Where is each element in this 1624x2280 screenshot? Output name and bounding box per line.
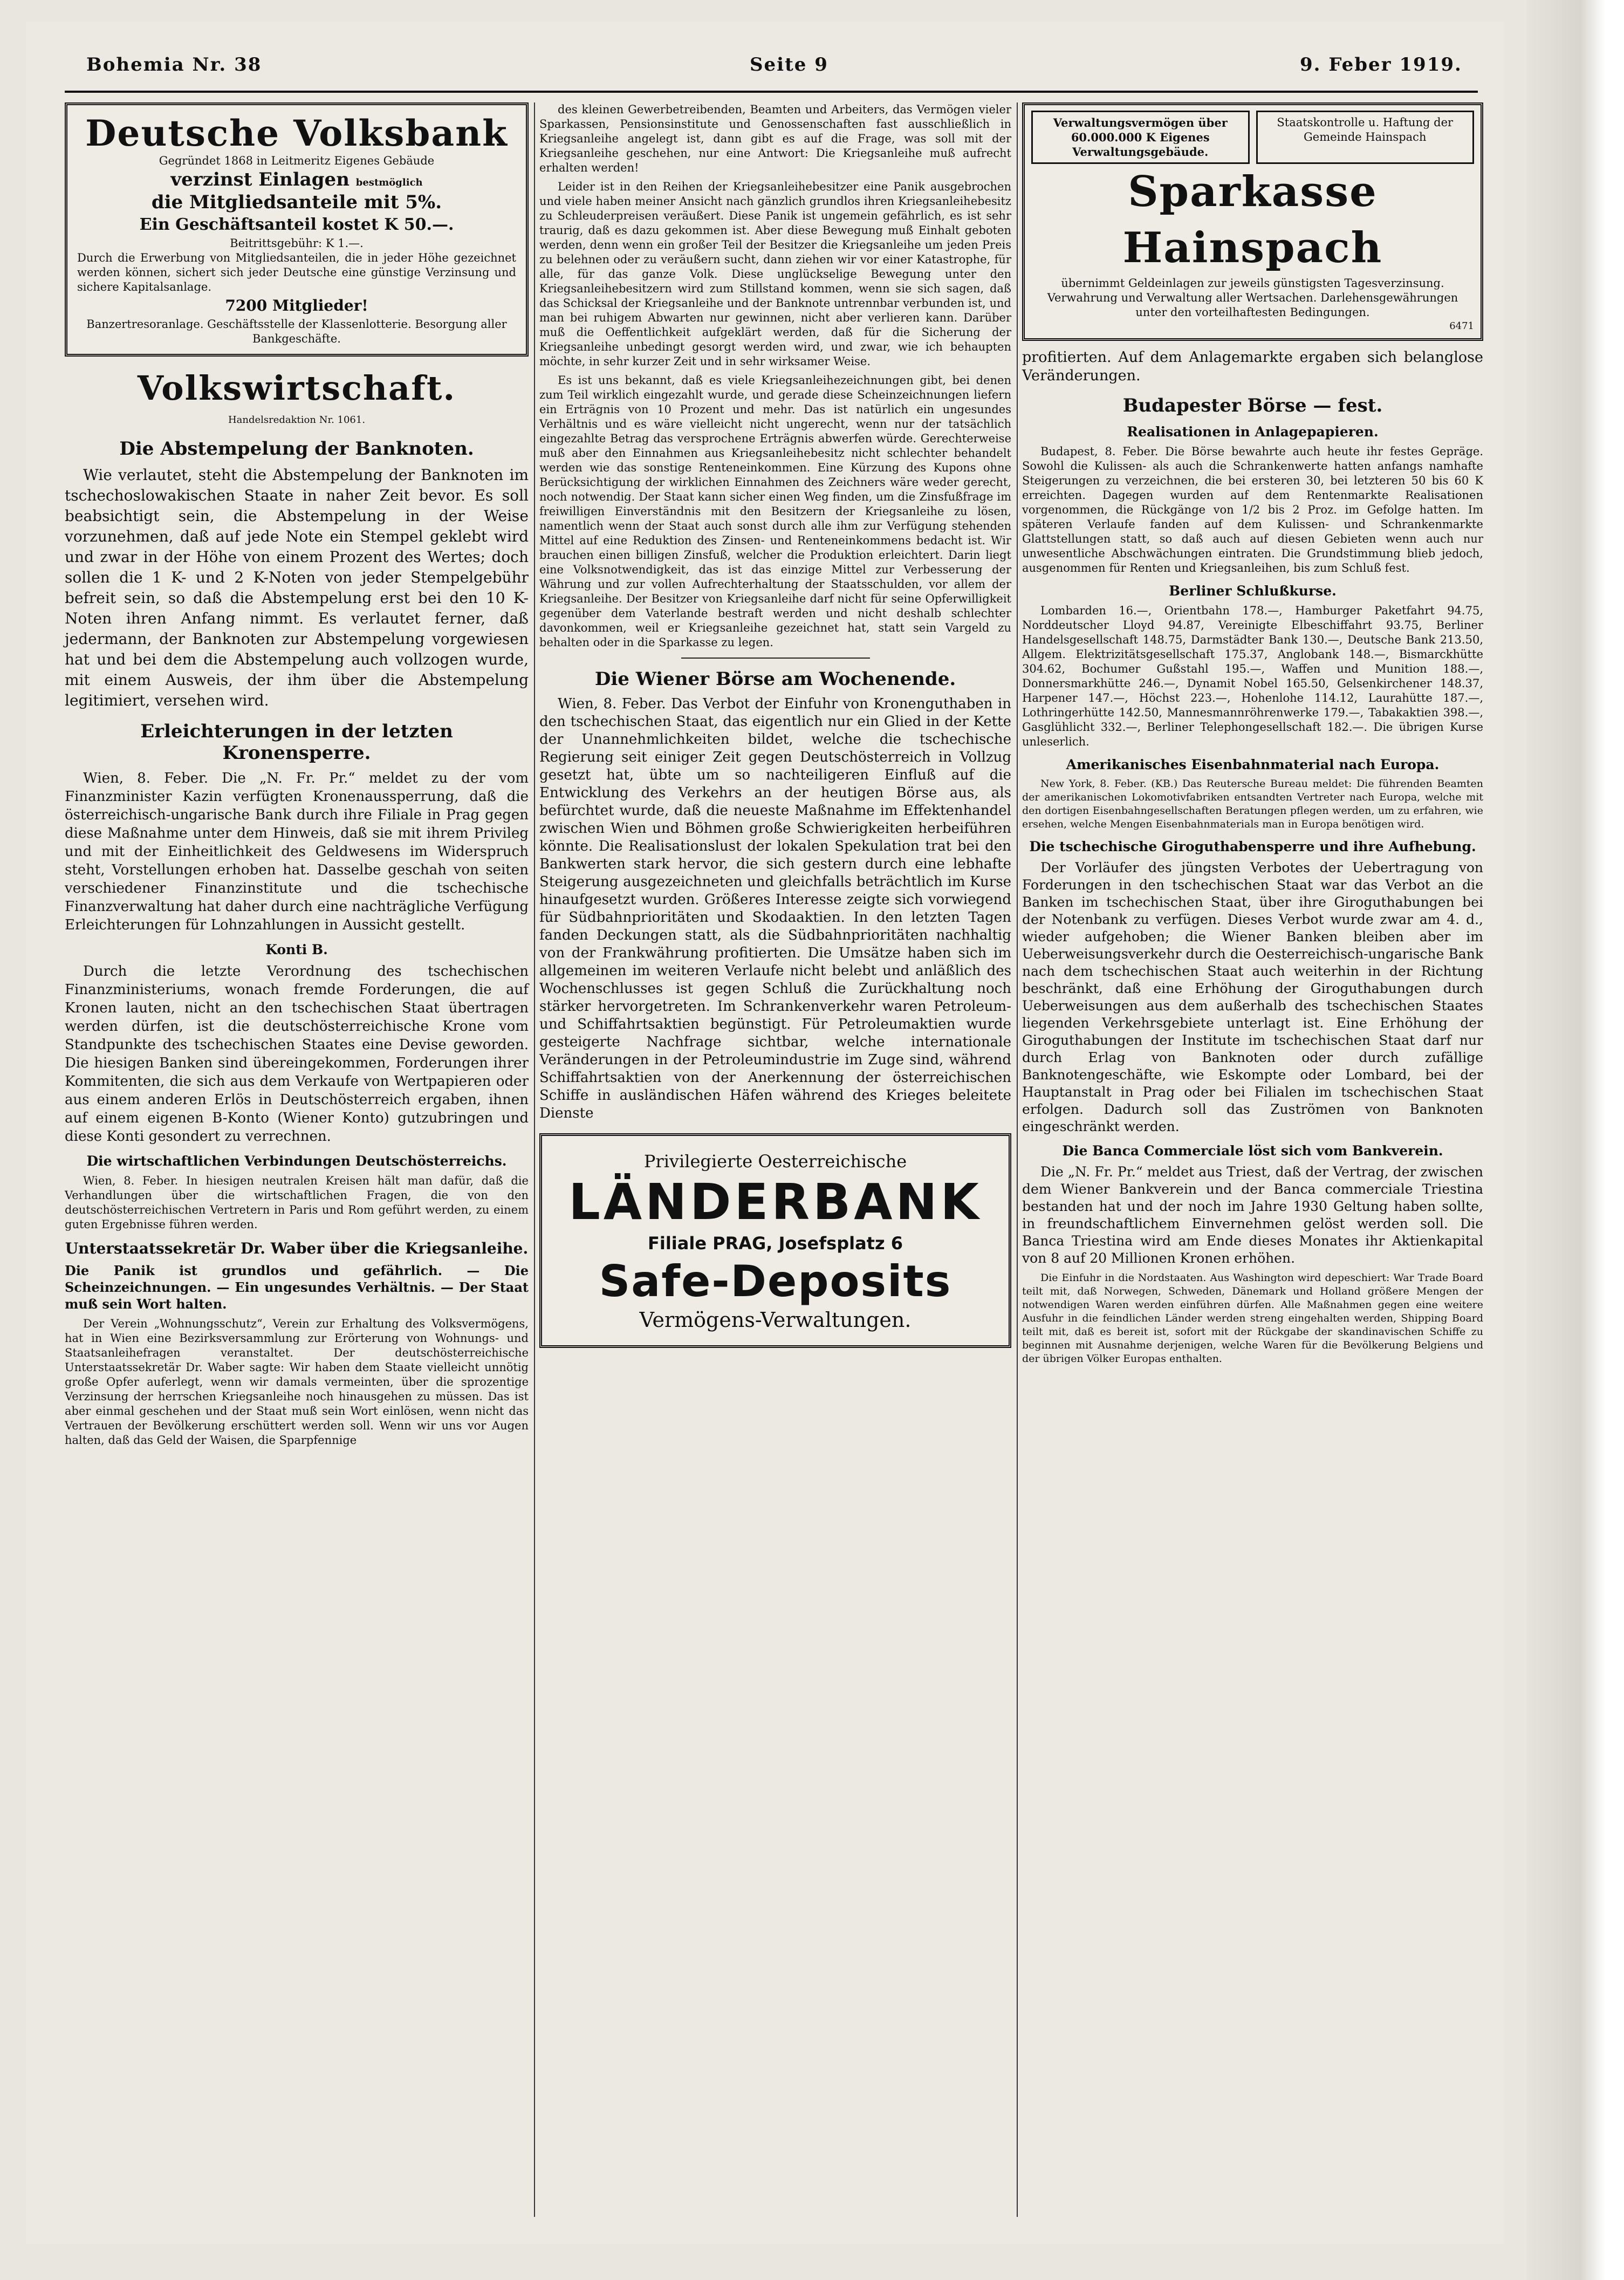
article-text-kronensperre: Wien, 8. Feber. Die „N. Fr. Pr.“ meldet zu der vom Finanzminister Kazin verfügten Kronenaussperrung, daß die österreichisch-ungarische Bank durch ihre Filiale in Prag gegen diese Maßnahme unter dem Hinweis, daß sie mit ihrem Privileg und mit der Einheitlichkeit des Geldwesens im Widerspruch steht, Vorstellungen erhoben hat. Dasselbe geschah von seiten verschiedener Finanzinstitute und die tschechische Finanzverwaltung hat daher durch eine nachträgliche Verfügung Erleichterungen für Lohnzahlungen in Aussicht gestellt. xyxy=(65,770,529,933)
article-text-giroguthaben: Der Vorläufer des jüngsten Verbotes der Uebertragung von Forderungen in den tschechischen Staat war das Verbot an die Banken im tschechischen Staat, über ihre Giroguthabungen bei der Notenbank zu verfügen. Dieses Verbot wurde zwar am 4. d., wieder aufgehoben; die Wiener Banken bleiben aber im Ueberweisungsverkehr durch die Oesterreichisch-ungarische Bank nach dem tschechischen Staat auch weiterhin in der Richtung beschränkt, daß eine Erhöhung der Giroguthabungen durch Ueberweisungen aus dem außerhalb des tschechischen Staates liegenden Verkehrsgebiete unterlagt ist. Eine Erhöhung der Giroguthabungen der Institute im tschechischen Staat darf nur durch Erlag von Banknoten oder durch zufällige Banknotengeschäfte, wie Eskompte oder Lombard, bei der Hauptanstalt in Prag oder bei Filialen im tschechischen Staat erfolgen. Dadurch soll das Zuströmen von Banknoten eingeschränkt werden. xyxy=(1022,860,1483,1134)
ad-sparkasse-hainspach xyxy=(1022,102,1483,341)
page-edge-margin xyxy=(1527,0,1624,2280)
sparkasse-text: übernimmt Geldeinlagen zur jeweils günstigsten Tagesverzinsung. Verwahrung und Verwaltung aller Wertsachen. Darlehensgewährungen unter den vorteilhaftesten Bedingungen. xyxy=(1047,277,1458,319)
article-title-berliner-kurse: Berliner Schlußkurse. xyxy=(1169,583,1337,599)
article-subtitle-konti-b: Konti B. xyxy=(265,942,328,957)
article-text-continued: profitierten. Auf dem Anlagemarkte ergaben sich belanglose Veränderungen. xyxy=(1022,349,1483,384)
section-title: Volkswirtschaft. xyxy=(137,368,456,408)
article-title-eisenbahnmaterial: Amerikanisches Eisenbahnmaterial nach Europa. xyxy=(1066,757,1440,772)
article-text-kriegsanleihe-1: des kleinen Gewerbetreibenden, Beamten und Arbeiters, das Vermögen vieler Sparkassen, Pensionsinstitute und Genossenschaften fast ausschließlich in Kriegsanleihe angelegt ist, dann gibt es auf die Frage, was soll mit der Kriegsanleihe geschehen, nur eine Antwort: Die Kriegsanleihe muß aufrecht erhalten werden! xyxy=(539,103,1011,174)
sparkasse-box-right: Staatskontrolle u. Haftung der Gemeinde Hainspach xyxy=(1256,111,1475,164)
header-rule xyxy=(65,91,1478,93)
article-lead-waber: Die Panik ist grundlos und gefährlich. — Die Scheinzeichnungen. — Ein ungesundes Verhältnis. — Der Staat muß sein Wort halten. xyxy=(65,1263,529,1312)
article-title-waber: Unterstaatssekretär Dr. Waber über die Kriegsanleihe. xyxy=(65,1240,529,1257)
volksbank-footer: Banzertresoranlage. Geschäftsstelle der Klassenlotterie. Besorgung aller Bankgeschäfte. xyxy=(86,318,507,345)
article-text-kriegsanleihe-2: Leider ist in den Reihen der Kriegsanleihebesitzer eine Panik ausgebrochen und viele haben meiner Ansicht nach gänzlich grundlos ihren Kriegsanleihebesitz zu Schleuderpreisen veräußert. Diese Panik ist ungemein gefährlich, es ist sehr traurig, daß es dazu gekommen ist. Aber diese Bewegung muß Einhalt geboten werden, denn wenn ein großer Teil der Besitzer die Kriegsanleihe um jeden Preis zu belehnen oder zu veräußern sucht, dann ziehen wir vor einer Katastrophe, für alle, für das ganze Volk. Diese unglückselige Bewegung unter den Kriegsanleihebesitzern wird zum Stillstand kommen, wenn sie sich sagen, daß das Schicksal der Kriegsanleihe und der Banknote untrennbar verbunden ist, und man bei ruhigem Abwarten nur gewinnen, nicht aber verlieren kann. Darüber muß die Oeffentlichkeit aufgeklärt werden, daß für die Sicherung der Kriegsanleihe unbedingt gesorgt werden wird, und zwar, wie ich behaupten möchte, in sehr kurzer Zeit und in sehr wirksamer Weise. xyxy=(539,180,1011,368)
column-divider-1 xyxy=(534,102,535,2217)
article-title-abstempelung: Die Abstempelung der Banknoten. xyxy=(119,438,474,460)
article-subtitle-budapester: Realisationen in Anlagepapieren. xyxy=(1127,424,1379,440)
laenderbank-line1: Privilegierte Oesterreichische xyxy=(643,1151,907,1172)
volksbank-members-line: die Mitgliedsanteile mit 5%. xyxy=(151,191,442,213)
volksbank-founded: Gegründet 1868 in Leitmeritz Eigenes Gebäude xyxy=(159,154,435,167)
volksbank-rate-note: bestmöglich xyxy=(355,177,423,188)
header-date: 9. Feber 1919. xyxy=(1300,54,1462,76)
article-text-abstempelung: Wie verlautet, steht die Abstempelung der Banknoten im tschechoslowakischen Staate in naher Zeit bevor. Es soll beabsichtigt sein, die Abstempelung in der Weise vorzunehmen, daß auf jede Note ein Stempel geklebt wird und zwar in der Höhe von einem Prozent des Wertes; doch sollen die 1 K- und 2 K-Noten von jeder Stempelgebühr befreit sein, so daß die Abstempelung erst bei den 10 K-Noten ihren Anfang nimmt. Es verlautet ferner, daß jedermann, der Banknoten zur Abstempelung vorgewiesen hat und bei dem die Abstempelung auch vollzogen wurde, mit einem Ausweis, der ihm über die Abstempelung legitimiert, versehen wird. xyxy=(65,466,529,709)
ad-laenderbank xyxy=(539,1133,1011,1348)
section-editor-note: Handelsredaktion Nr. 1061. xyxy=(228,414,366,426)
article-title-verbindungen: Die wirtschaftlichen Verbindungen Deutschösterreichs. xyxy=(86,1153,507,1169)
article-title-wiener-boerse: Die Wiener Börse am Wochenende. xyxy=(594,668,956,690)
volksbank-share: Ein Geschäftsanteil kostet K 50.—. xyxy=(139,215,454,234)
laenderbank-safe-deposits: Safe-Deposits xyxy=(599,1256,952,1306)
article-text-verbindungen: Wien, 8. Feber. In hiesigen neutralen Kreisen hält man dafür, daß die Verhandlungen über die wirtschaftlichen Fragen, die von den deutschösterreichischen Vertretern in Paris und Rom geführt werden, zu einem guten Ergebnisse führen werden. xyxy=(65,1174,529,1231)
sparkasse-name: Sparkasse Hainspach xyxy=(1122,167,1383,272)
article-title-giroguthaben: Die tschechische Giroguthabensperre und ihre Aufhebung. xyxy=(1029,839,1476,854)
ad-deutsche-volksbank xyxy=(65,102,529,357)
sparkasse-box-left: Verwaltungsvermögen über 60.000.000 K Eigenes Verwaltungsgebäude. xyxy=(1031,111,1250,164)
header-page-number: Seite 9 xyxy=(750,54,828,76)
article-text-eisenbahnmaterial: New York, 8. Feber. (KB.) Das Reutersche Bureau meldet: Die führenden Beamten der amerikanischen Lokomotivfabriken entsandten Vertreter nach Europa, welche mit den dortigen Eisenbahngesellschaften Beratungen pflegen werden, um zu erfahren, wie ersehen, welche Mengen Eisenbahnmaterials man in Europa benötigen wird. xyxy=(1022,778,1483,830)
article-title-kronensperre: Erleichterungen in der letzten Kronensperre. xyxy=(140,721,453,764)
article-text-berliner-kurse: Lombarden 16.—, Orientbahn 178.—, Hamburger Paketfahrt 94.75, Norddeutscher Lloyd 94.87, Vereinigte Elbeschiffahrt 93.75, Berliner Handelsgesellschaft 148.75, Darmstädter Bank 130.—, Deutsche Bank 213.50, Allgem. Elektrizitätsgesellschaft 175.37, Anglobank 148.—, Bismarckhütte 304.62, Bochumer Gußstahl 195.—, Waffen und Munition 188.—, Donnersmarkhütte 246.—, Dynamit Nobel 165.50, Gelsenkirchener 148.37, Harpener 147.—, Höchst 223.—, Hohenlohe 114.12, Laurahütte 187.—, Lothringerhütte 142.50, Mannesmannröhrenwerke 179.—, Tabakaktien 398.—, Gasglühlicht 332.—, Berliner Telephongesellschaft 182.—. Die übrigen Kurse unleserlich. xyxy=(1022,604,1483,748)
article-text-banca-commerciale: Die „N. Fr. Pr.“ meldet aus Triest, daß der Vertrag, der zwischen dem Wiener Bankverein und der Banca commerciale Triestina bestanden hat und der noch im Jahre 1930 Geltung haben sollte, in freundschaftlichem Einvernehmen gelöst werden soll. Die Banca Triestina wird am Ende dieses Monates ihr Aktienkapital von 8 auf 20 Millionen Kronen erhöhen. xyxy=(1022,1164,1483,1266)
article-title-banca-commerciale: Die Banca Commerciale löst sich vom Bankverein. xyxy=(1062,1143,1443,1159)
header-issue: Bohemia Nr. 38 xyxy=(86,54,262,76)
column-left xyxy=(65,102,529,1452)
article-text-konti-b: Durch die letzte Verordnung des tschechischen Finanzministeriums, wonach fremde Forderungen, die auf Kronen lauten, nicht an den tschechischen Staat übertragen werden dürfen, ist die deutschösterreichische Krone vom Standpunkte des tschechischen Staates eine Devise geworden. Die hiesigen Banken sind übereingekommen, Forderungen ihrer Kommitenten, die sich aus dem Verkaufe von Wertpapieren oder aus einem anderen Erlös in Deutschösterreich ergaben, ihnen auf einem eigenen B-Konto (Wiener Konto) gutzubringen und diese Konti gesondert zu verrechnen. xyxy=(65,963,529,1145)
column-middle xyxy=(539,102,1011,1348)
article-text-waber: Der Verein „Wohnungsschutz“, Verein zur Erhaltung des Volksvermögens, hat in Wien eine Bezirksversammlung zur Erörterung von Wohnungs- und Staatsanleihefragen veranstaltet. Der deutschösterreichische Unterstaatssekretär Dr. Waber sagte: Wir haben dem Staate vielleicht unnötig große Opfer auferlegt, wenn wir damals vermeinten, über die sprozentige Verzinsung der herrschen Kriegsanleihe noch hinausgehen zu müssen. Das ist aber einmal geschehen und der Staat muß sein Wort einlösen, wenn nicht das Vertrauen der Bevölkerung erschüttert werden soll. Wenn wir uns vor Augen halten, daß das Geld der Waisen, die Sparpfennige xyxy=(65,1317,529,1447)
volksbank-fee: Beitrittsgebühr: K 1.—. xyxy=(230,237,364,250)
article-text-wiener-boerse: Wien, 8. Feber. Das Verbot der Einfuhr von Kronenguthaben in den tschechischen Staat, das eigentlich nur ein Glied in der Kette der Unannehmlichkeiten bildet, welche die tschechische Regierung seit einiger Zeit gegen Deutschösterreich in Vollzug gesetzt hat, übte um so nachteiligeren Einfluß auf die Entwicklung des Verkehrs an der heutigen Börse aus, als befürchtet wurde, daß die neueste Maßnahme im Effektenhandel zwischen Wien und Böhmen große Schwierigkeiten herbeiführen könnte. Die Realisationslust der lokalen Spekulation trat bei den Bankwerten stark hervor, die sich gestern durch eine lebhafte Steigerung ausgezeichneten und gleichfalls beträchtlich im Kurse hinaufgesetzt wurden. Größeres Interesse zeigte sich vorwiegend für Südbahnprioritäten und Skodaaktien. In den letzten Tagen fanden Deckungen statt, als die Südbahnprioritäten nachhaltig von der Frankwährung profitierten. Die Umsätze haben sich im allgemeinen im weiteren Verlaufe nicht belebt und anläßlich des Wochenschlusses ist gegen Schluß die Zurückhaltung noch stärker hervorgetreten. Im Schrankenverkehr waren Petroleum- und Schiffahrtsaktien begünstigt. Für Petroleumaktien wurde gesteigerte Nachfrage sichtbar, welche internationale Veränderungen in der Petroleumindustrie im Zuge sind, während Schiffahrtsaktien von der Anerkennung der österreichischen Schiffe in ausländischen Häfen während des Krieges beleitete Dienste xyxy=(539,696,1011,1121)
laenderbank-branch: Filiale PRAG, Josefsplatz 6 xyxy=(648,1233,903,1254)
column-right xyxy=(1022,102,1483,1370)
laenderbank-name: LÄNDERBANK xyxy=(568,1173,982,1231)
sparkasse-code: 6471 xyxy=(1449,320,1474,332)
article-title-budapester-boerse: Budapester Börse — fest. xyxy=(1122,395,1383,416)
volksbank-verzinst: verzinst Einlagen xyxy=(170,169,350,190)
volksbank-name: Deutsche Volksbank xyxy=(85,112,508,154)
column-divider-2 xyxy=(1017,102,1018,2217)
article-text-kriegsanleihe-3: Es ist uns bekannt, daß es viele Kriegsanleihezeichnungen gibt, bei denen zum Teil wirklich eingezahlt wurde, und gerade diese Scheinzeichnungen liefern ein Erträgnis von 10 Prozent und mehr. Das ist natürlich ein ungesundes Verhältnis und es wäre vielleicht nicht ungerecht, wenn nur der tatsächlich eingezahlte Betrag das versprochene Erträgnis abwerfen würde. Gerechterweise muß aber den Einnahmen aus Kriegsanleihebesitz nicht schlechter behandelt werden wie das sonstige Renteneinkommen. Eine Kürzung des Kupons ohne Berücksichtigung der wirklichen Einnahmen des Zeichners wäre weder gerecht, noch notwendig. Der Staat kann sicher einen Weg finden, um die Zinsfußfrage im freiwilligen Einverständnis mit den Besitzern der Kriegsanleihe zu lösen, namentlich wenn der Staat auch sonst durch alle ihm zur Verfügung stehenden Mittel auf eine Reduktion des Zinsen- und Renteneinkommens bedacht ist. Wir brauchen einen billigen Zinsfuß, welcher die Produktion erleichtert. Darin liegt eine Volksnotwendigkeit, das ist das einzige Mittel zur Verbesserung der Währung und zur vollen Aufrechterhaltung der Staatsschulden, vor allem der Kriegsanleihe. Der Besitzer von Kriegsanleihe darf nicht für seine Opferwilligkeit gegenüber dem Vaterlande bestraft werden und nicht deshalb schlechter davonkommen, weil er Kriegsanleihe gezeichnet hat, statt sein Vargeld zu behalten oder in die Sparkasse zu legen. xyxy=(539,374,1011,649)
volksbank-text: Durch die Erwerbung von Mitgliedsanteilen, die in jeder Höhe gezeichnet werden können, sichert sich jeder Deutsche eine günstige Verzinsung und sichere Kapitalsanlage. xyxy=(77,251,516,293)
divider xyxy=(681,658,870,659)
volksbank-members: 7200 Mitglieder! xyxy=(225,297,368,314)
article-text-budapester: Budapest, 8. Feber. Die Börse bewahrte auch heute ihr festes Gepräge. Sowohl die Kulissen- als auch die Schrankenwerte hatten anfangs namhafte Steigerungen zu verzeichnen, die bei ersteren 30, bei letzteren 50 bis 60 K erreichten. Dagegen wurden auf dem Rentenmarkte Realisationen vorgenommen, die Rückgänge von 1/2 bis 2 Proz. im Gefolge hatten. Im späteren Verlaufe fanden auf dem Kulissen- und Schrankenmarkte Glattstellungen statt, so daß auch auf diesen Gebieten wenn auch nur unwesentliche Abschwächungen eintraten. Die Grundstimmung blieb jedoch, ausgenommen für Renten und Kriegsanleihen, bis zum Schluß fest. xyxy=(1022,445,1483,574)
article-text-nordstaaten: Die Einfuhr in die Nordstaaten. Aus Washington wird depeschiert: War Trade Board teilt mit, daß Norwegen, Schweden, Dänemark und Holland größere Mengen der notwendigen Waren werden einführen dürfen. Alle Maßnahmen gegen eine weitere Ausfuhr in die feindlichen Länder werden streng eingehalten werden, Shipping Board teilt mit, daß es bereit ist, sofort mit der Rückgabe der skandinavischen Schiffe zu beginnen mit Ausnahme derjenigen, welche Waren für die Bevölkerung Belgiens und der übrigen Völker Europas enthalten. xyxy=(1022,1272,1483,1365)
laenderbank-service: Vermögens-Verwaltungen. xyxy=(639,1308,912,1332)
